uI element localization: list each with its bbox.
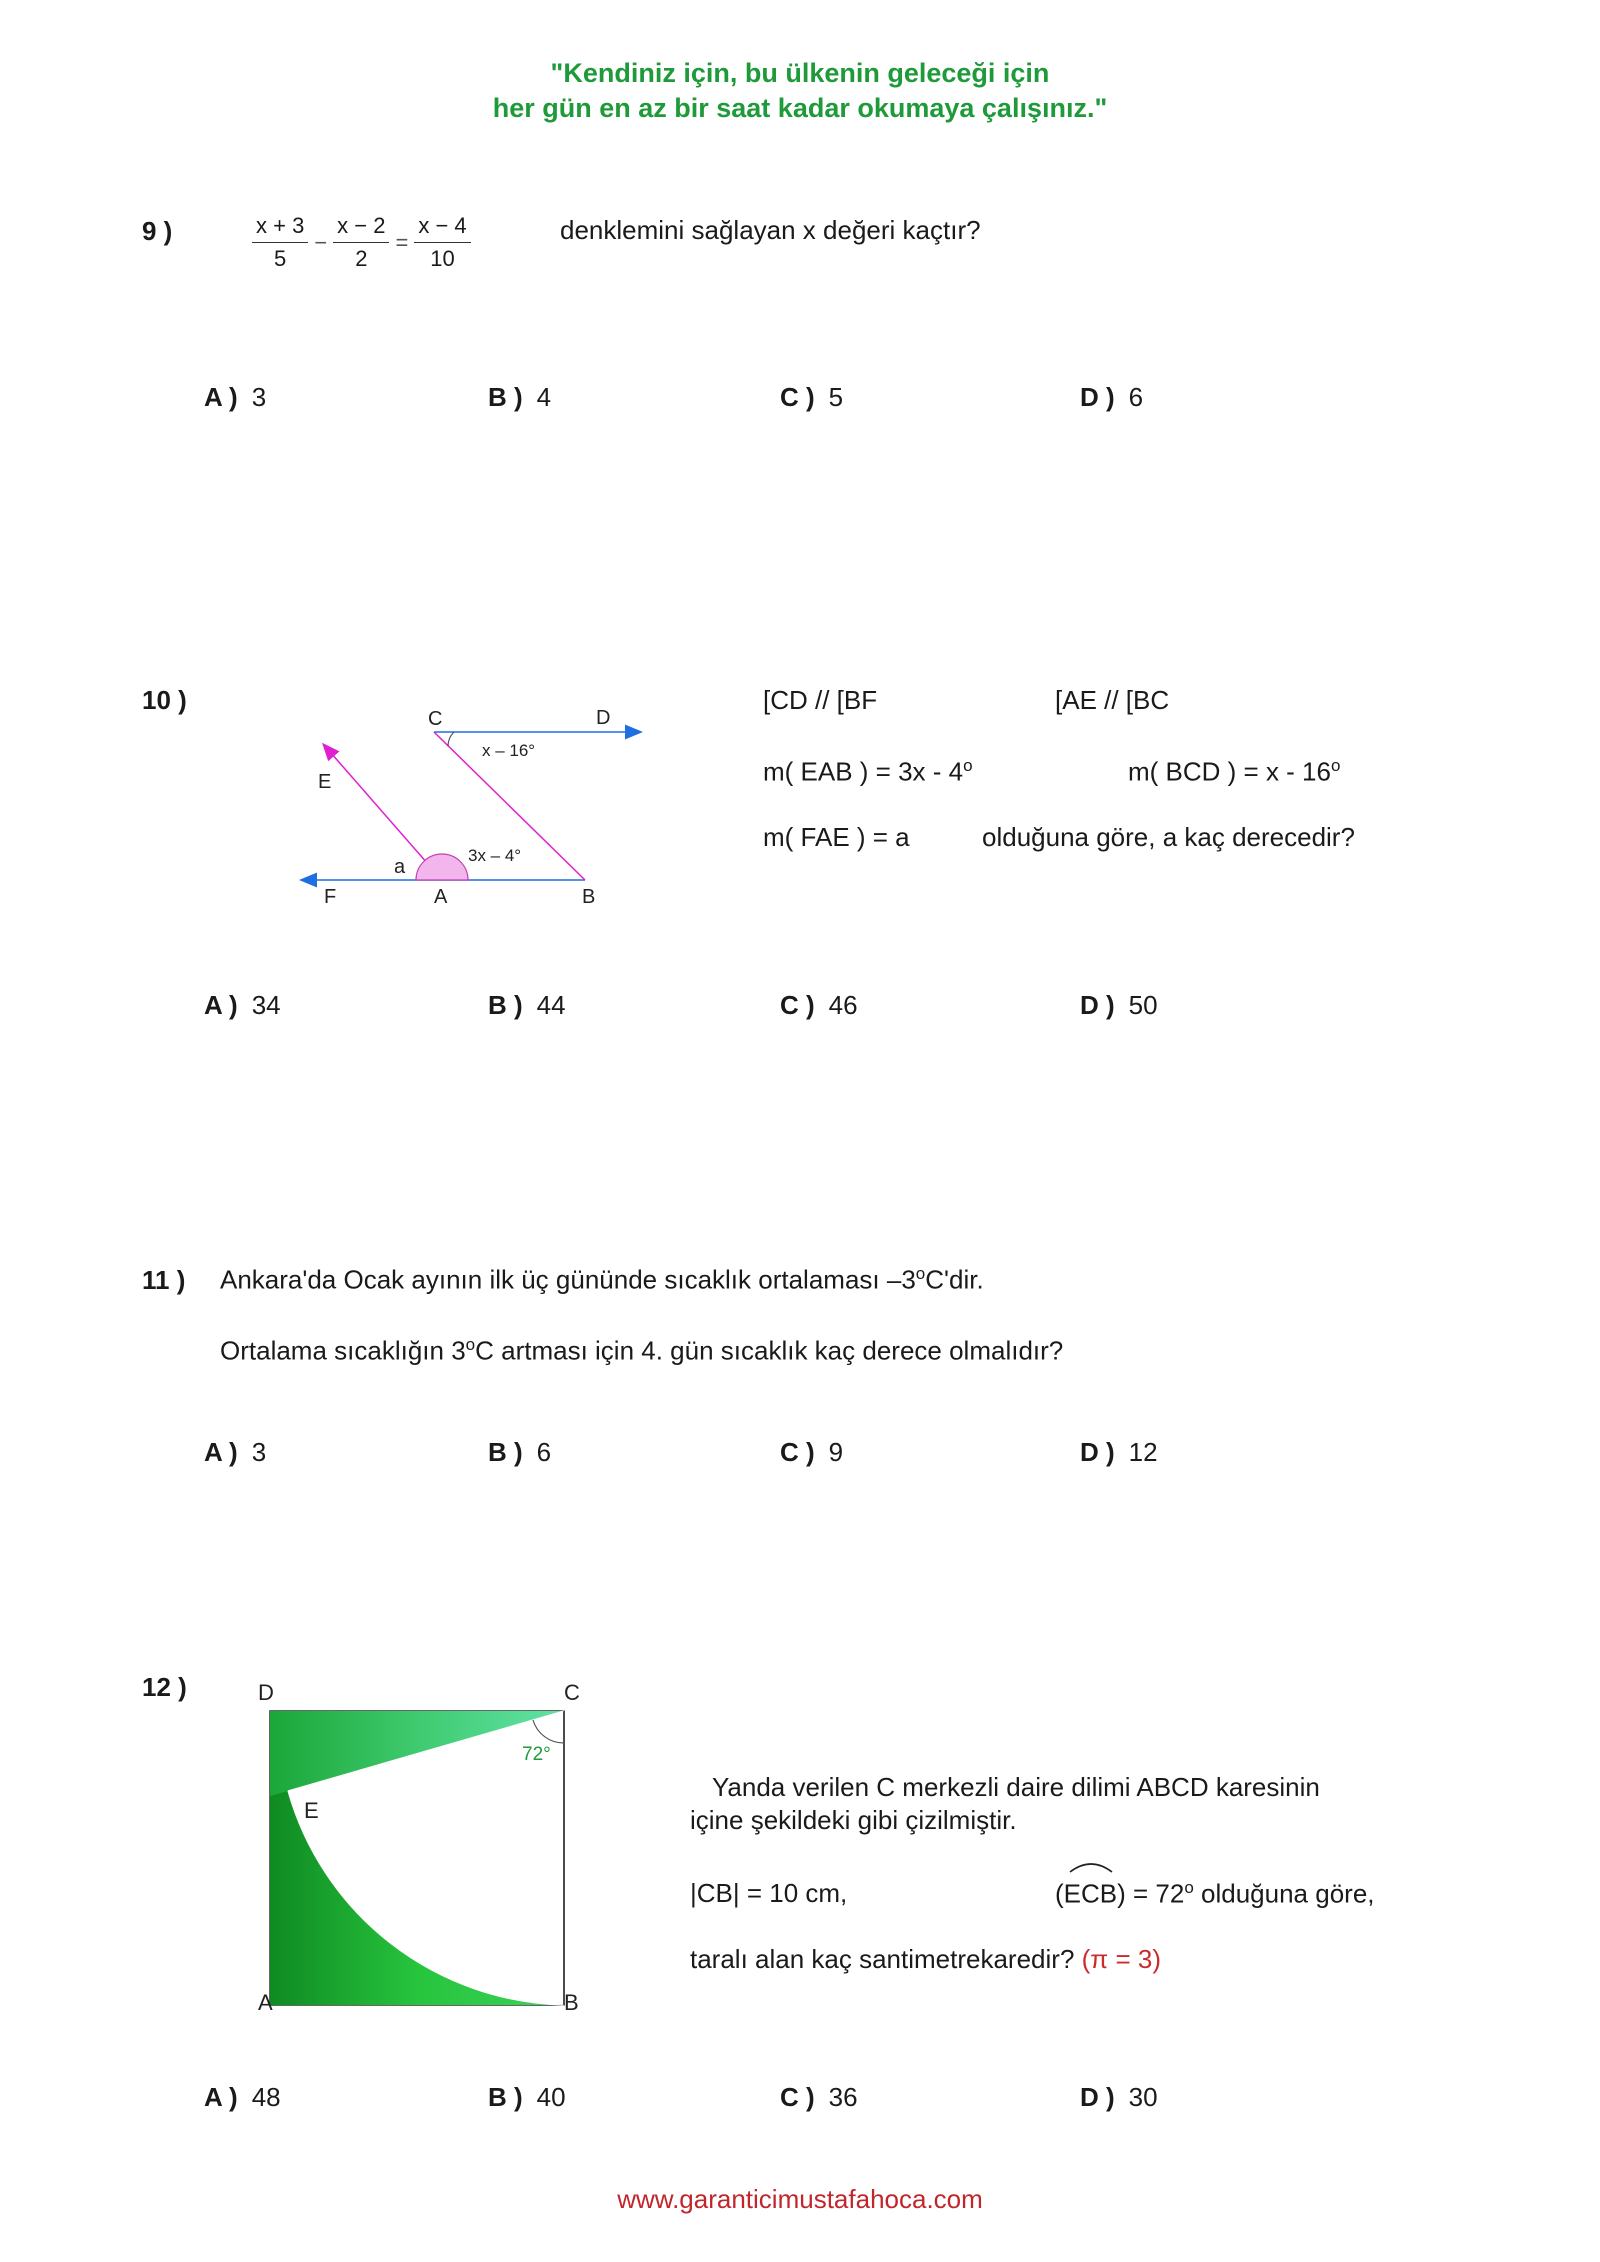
- label-b: B: [564, 1990, 579, 2015]
- q11-option-a[interactable]: A ) 3: [204, 1437, 267, 1467]
- angle-arc-c: [533, 1720, 564, 1743]
- label-angle-72: 72°: [522, 1744, 551, 1765]
- label-a: A: [258, 1990, 273, 2015]
- fraction-3: $\frac{x - 4}{10}$: [414, 213, 470, 272]
- q10-option-a[interactable]: A ) 34: [204, 990, 281, 1020]
- q12-option-d[interactable]: D ) 30: [1080, 2082, 1158, 2112]
- q12-radius: |CB| = 10 cm,: [690, 1878, 848, 1908]
- q12-line-2: içine şekildeki gibi çizilmiştir.: [690, 1805, 1017, 1835]
- question-10-figure: [280, 695, 670, 915]
- label-c: C: [428, 708, 443, 730]
- question-10-number: 10 ): [142, 685, 187, 715]
- q12-option-c[interactable]: C ) 36: [780, 2082, 858, 2112]
- arc-symbol-icon: [1068, 1858, 1114, 1874]
- question-11-number: 11 ): [142, 1265, 186, 1295]
- q9-option-b[interactable]: B ) 4: [488, 382, 552, 412]
- header-quote-line-2: her gün en az bir saat kadar okumaya çalışınız.": [492, 93, 1108, 123]
- q12-line-1: Yanda verilen C merkezli daire dilimi ABCD karesinin: [712, 1772, 1320, 1802]
- label-angle-bottom: 3x – 4°: [468, 846, 522, 865]
- question-9-text: denklemini sağlayan x değeri kaçtır?: [560, 215, 981, 245]
- fraction-1: $\frac{x + 3}{5}$: [252, 213, 308, 272]
- fraction-2: $\frac{x - 2}{2}$: [333, 213, 389, 272]
- angle-region-a: [416, 854, 468, 880]
- question-12-number: 12 ): [142, 1672, 187, 1702]
- q12-option-a[interactable]: A ) 48: [204, 2082, 281, 2112]
- question-12-figure: [240, 1680, 600, 2030]
- angle-arc-c: [448, 732, 454, 746]
- q10-option-d[interactable]: D ) 50: [1080, 990, 1158, 1020]
- pi-note: (π = 3): [1081, 1944, 1161, 1974]
- footer-website-link[interactable]: www.garanticimustafahoca.com: [617, 2184, 983, 2214]
- label-a: A: [434, 886, 448, 908]
- q10-option-c[interactable]: C ) 46: [780, 990, 858, 1020]
- q9-option-c[interactable]: C ) 5: [780, 382, 844, 412]
- label-b: B: [582, 886, 596, 908]
- q10-condition-bcd: m( BCD ) = x - 16$^o$: [1128, 756, 1341, 787]
- q11-option-d[interactable]: D ) 12: [1080, 1437, 1158, 1467]
- header-quote-line-1: "Kendiniz için, bu ülkenin geleceği için: [550, 58, 1050, 88]
- q10-question: olduğuna göre, a kaç derecedir?: [982, 822, 1355, 852]
- label-angle-top: x – 16°: [482, 741, 536, 760]
- q11-option-b[interactable]: B ) 6: [488, 1437, 552, 1467]
- label-e: E: [318, 771, 332, 793]
- q10-condition-ae-bc: [AE // [BC: [1055, 685, 1170, 715]
- q11-line-1: Ankara'da Ocak ayının ilk üç gününde sıcaklık ortalaması –3$^o$C'dir.: [220, 1264, 984, 1295]
- label-e: E: [304, 1798, 319, 1823]
- label-angle-a: a: [394, 856, 406, 878]
- q10-condition-eab: m( EAB ) = 3x - 4$^o$: [763, 756, 973, 787]
- q10-condition-cd-bf: [CD // [BF: [763, 685, 878, 715]
- label-f: F: [324, 886, 337, 908]
- q9-option-d[interactable]: D ) 6: [1080, 382, 1144, 412]
- question-9-number: 9 ): [142, 216, 173, 246]
- label-c: C: [564, 1680, 580, 1705]
- q12-question: taralı alan kaç santimetrekaredir? (π = 3): [690, 1944, 1161, 1974]
- q10-condition-fae: m( FAE ) = a: [763, 822, 910, 852]
- label-d: D: [596, 707, 611, 729]
- ray-ae: [324, 745, 442, 880]
- q11-option-c[interactable]: C ) 9: [780, 1437, 844, 1467]
- q12-option-b[interactable]: B ) 40: [488, 2082, 566, 2112]
- q9-option-a[interactable]: A ) 3: [204, 382, 267, 412]
- question-9-equation: $\frac{x + 3}{5}$ − $\frac{x - 2}{2}$ = $\frac{x - 4}{10}$: [252, 213, 471, 272]
- q10-option-b[interactable]: B ) 44: [488, 990, 566, 1020]
- label-d: D: [258, 1680, 274, 1705]
- q11-line-2: Ortalama sıcaklığın 3$^o$C artması için 4. gün sıcaklık kaç derece olmalıdır?: [220, 1335, 1064, 1366]
- q12-arc-angle: $(ECB) = 72^o$ olduğuna göre,: [1055, 1878, 1375, 1910]
